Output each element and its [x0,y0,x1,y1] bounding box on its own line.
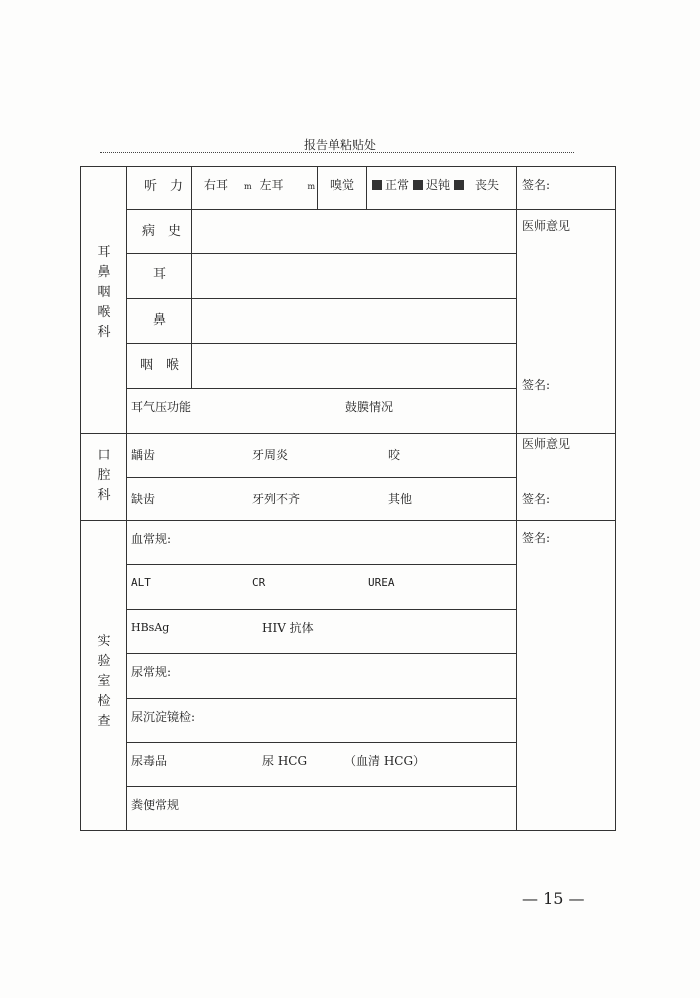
hearing-right-ear: 右耳 m 左耳 m [204,178,316,192]
history-label: 病 史 [142,224,182,239]
alt-label: ALT [131,576,151,589]
serum-hcg-label: （血清 HCG） [344,754,426,768]
hbsag-label: HBsAg [131,621,170,634]
dental-row-line [126,477,516,478]
paste-dotted-line [100,152,574,153]
checkbox-icon [372,180,382,190]
urine-drugs-label: 尿毒品 [131,754,168,768]
bite-label: 咬 [388,448,401,462]
smell-options: 正常 迟钝 丧失 [368,178,499,192]
ent-label-column-line [191,166,192,388]
hearing-divider [317,166,318,209]
table-bottom-border [80,830,615,831]
smell-label: 嗅觉 [330,178,355,192]
periodontitis-label: 牙周炎 [252,448,289,462]
urine-hcg-label: 尿 HCG [262,754,308,768]
page-number: — 15 — [522,889,585,908]
missing-teeth-label: 缺齿 [131,492,156,506]
ent-sign-label-1: 签名: [522,178,551,192]
dental-opinion-label: 医师意见 [522,437,571,451]
hearing-label: 听 力 [144,179,184,194]
irregular-teeth-label: 牙列不齐 [252,492,301,506]
ent-row-line [126,388,516,389]
table-left-border [80,166,81,831]
ent-row-line [126,343,516,344]
lab-row-line [126,609,516,610]
urine-routine-label: 尿常规: [131,665,172,679]
nose-label: 鼻 [153,313,167,328]
urine-sediment-label: 尿沉淀镜检: [131,710,196,724]
throat-label: 咽 喉 [140,358,180,373]
stool-routine-label: 粪便常规 [131,798,180,812]
ent-row-line [126,298,516,299]
lab-row-line [126,742,516,743]
blood-routine-label: 血常规: [131,532,172,546]
dental-other-label: 其他 [388,492,413,506]
ent-opinion-label: 医师意见 [522,219,571,233]
lab-row-line [126,653,516,654]
ear-label: 耳 [153,267,167,282]
section-divider [80,520,615,521]
table-right-border [615,166,616,831]
lab-row-line [126,564,516,565]
section-column-line [126,166,127,831]
ent-row-line [126,253,516,254]
checkbox-icon [454,180,464,190]
pressure-label: 耳气压功能 [131,400,192,414]
hiv-label: HIV 抗体 [262,621,314,635]
checkbox-icon [413,180,423,190]
sign-column-line [516,166,517,831]
caries-label: 龋齿 [131,448,156,462]
lab-row-line [126,786,516,787]
lab-sign-label: 签名: [522,531,551,545]
cr-label: CR [252,576,266,589]
urea-label: UREA [368,576,395,589]
paste-label: 报告单粘贴处 [304,138,377,152]
lab-section-title: 实 验 室 检 查 [97,634,111,729]
section-divider [80,433,615,434]
eardrum-label: 鼓膜情况 [345,400,394,414]
ent-section-title: 耳 鼻 咽 喉 科 [97,245,111,340]
ent-row-line [126,209,615,210]
hearing-divider [366,166,367,209]
dental-section-title: 口 腔 科 [97,448,111,503]
ent-sign-label-2: 签名: [522,378,551,392]
dental-sign-label: 签名: [522,492,551,506]
table-top-border [80,166,615,167]
lab-row-line [126,698,516,699]
